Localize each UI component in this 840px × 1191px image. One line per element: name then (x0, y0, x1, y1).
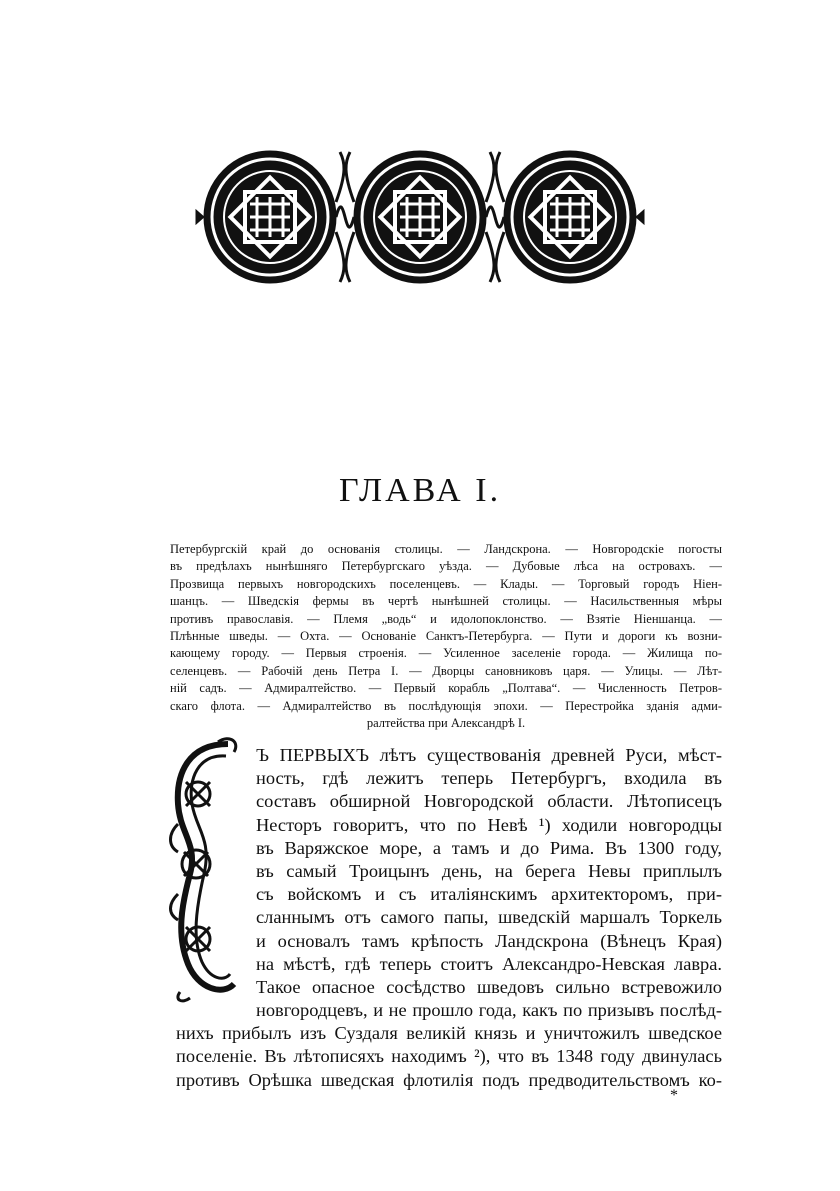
chapter-title: ГЛАВА I. (338, 472, 502, 509)
body-line: сланнымъ отъ самого папы, шведскій маршалъ Торкель (256, 907, 722, 928)
summary-line: въ предѣлахъ нынѣшняго Петербургскаго уѣзда. — Дубовые лѣса на островахъ. — (170, 559, 722, 574)
summary-line: Прозвища первыхъ новгородскихъ поселенцевъ. — Клады. — Торговый городъ Ніен- (170, 576, 722, 591)
body-line: ность, гдѣ лежитъ теперь Петербургъ, входила въ (256, 768, 722, 789)
body-line: на мѣстѣ, гдѣ теперь стоитъ Александро-Невская лавра. (256, 953, 722, 974)
body-line: составъ обширной Новгородской области. Лѣтописецъ (256, 791, 722, 812)
body-text (176, 744, 722, 1092)
body-line: въ Варяжское море, а тамъ и до Рима. Въ 1300 году, (256, 837, 722, 858)
body-line: и основалъ тамъ крѣпость Ландскрона (Вѣнецъ Края) (256, 930, 722, 951)
summary-line: кающему городу. — Первыя строенія. — Усиленное заселеніе города. — Жилища по- (170, 646, 722, 661)
body-line: поселеніе. Въ лѣтописяхъ находимъ ²), что въ 1348 году двинулась (176, 1046, 722, 1067)
summary-line: шанцъ. — Шведскія фермы въ чертѣ нынѣшней столицы. — Насильственныя мѣры (170, 594, 722, 609)
ornamental-headpiece (195, 142, 645, 292)
summary-line: селенцевъ. — Рабочій день Петра I. — Дворцы сановниковъ царя. — Улицы. — Лѣт- (170, 663, 722, 678)
body-line: Ъ ПЕРВЫХЪ лѣтъ существованія древней Руси, мѣст- (256, 745, 722, 765)
summary-line: ралтейства при Александрѣ I. (366, 715, 526, 730)
body-line: нихъ прибылъ изъ Суздаля великій князь и уничтожилъ шведское (176, 1023, 722, 1044)
summary-line: противъ православія. — Племя „водь“ и идолопоклонство. — Взятіе Ніеншанца. — (170, 611, 722, 626)
chapter-summary (170, 541, 722, 732)
summary-line: Плѣнные шведы. — Охта. — Основаніе Санктъ-Петербурга. — Пути и дороги къ возни- (170, 628, 722, 643)
body-line: Такое опасное сосѣдство шведовъ сильно встревожило (256, 976, 722, 997)
summary-line: Петербургскій край до основанія столицы. — Ландскрона. — Новгородскіе погосты (170, 542, 722, 556)
right-knot-medallion (504, 151, 636, 283)
body-line: въ самый Троицынъ день, на берега Невы приплылъ (256, 860, 722, 881)
body-line: новгородцевъ, и не прошло года, какъ по призывъ послѣд- (256, 1000, 722, 1021)
summary-line: скаго флота. — Адмиралтейство въ послѣдующія эпохи. — Перестройка зданія адми- (170, 698, 722, 713)
signature-mark: * (670, 1087, 678, 1104)
right-leaf-ornament (636, 210, 644, 224)
left-leaf-ornament (196, 210, 204, 224)
body-line: противъ Орѣшка шведская флотилія подъ предводительствомъ ко- (176, 1069, 722, 1090)
summary-line: ній садъ. — Адмиралтейство. — Первый корабль „Полтава“. — Численность Петров- (170, 681, 722, 696)
body-line: съ войскомъ и съ италіянскимъ архитекторомъ, при- (256, 884, 722, 905)
body-line: Несторъ говоритъ, что по Невѣ ¹) ходили новгородцы (256, 814, 722, 835)
center-knot-medallion (354, 151, 486, 283)
left-knot-medallion (204, 151, 336, 283)
